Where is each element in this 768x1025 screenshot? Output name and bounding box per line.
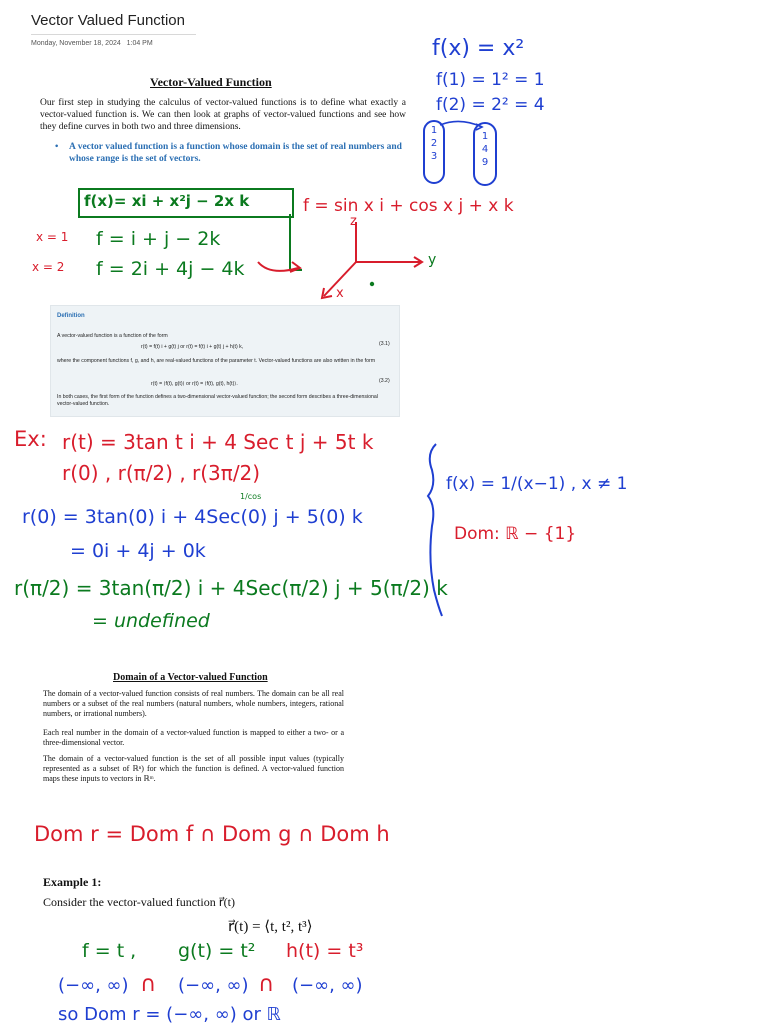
hw-ex-points: r(0) , r(π/2) , r(3π/2) [62, 461, 261, 485]
domain-paragraph-2: Each real number in the domain of a vector-valued function is mapped to either a two- or a three-dimensional vector. [43, 728, 344, 747]
definition-line3: In both cases, the first form of the function defines a two-dimensional vector-valued function; the second form describes a three-dimensional vector-valued function. [57, 394, 378, 407]
time-text: 1:04 PM [126, 40, 153, 47]
definition-eq1: r(t) = f(t) i + g(t) j or r(t) = f(t) i + g(t) j + h(t) k, [141, 344, 244, 350]
hw-side-domain: Dom: ℝ − {1} [454, 524, 577, 544]
section-heading-vector-valued: Vector-Valued Function [150, 75, 272, 89]
map-in-2: 2 [430, 138, 438, 149]
axis-z-label: z [350, 214, 357, 229]
map-out-4: 4 [481, 144, 489, 155]
intro-paragraph: Our first step in studying the calculus of vector-valued functions is to define what exactly a vector-valued function is. We can then look at graphs of vector-valued functions and see how they define curves in both two and three dimensions. [40, 98, 406, 132]
hw-rpi-line1: r(π/2) = 3tan(π/2) i + 4Sec(π/2) j + 5(π/2) k [14, 576, 448, 600]
page-title: Vector Valued Function [31, 12, 185, 29]
hw-ex-label: Ex: [14, 427, 47, 451]
hw-component-h: h(t) = t³ [286, 940, 364, 962]
hw-interval-g: (−∞, ∞) [178, 975, 249, 996]
hw-rpi-line2: = undefined [92, 610, 210, 632]
hw-x1-eq: f = i + j − 2k [96, 228, 221, 250]
hw-boxed-function: f(x)= xi + x²j − 2x k [84, 192, 250, 210]
hw-side-function: f(x) = 1/(x−1) , x ≠ 1 [446, 474, 628, 494]
hw-component-f: f = t , [82, 940, 137, 962]
hw-f1: f(1) = 1² = 1 [436, 70, 545, 90]
hw-alt-function: f = sin x i + cos x j + x k [303, 196, 514, 216]
hw-intersect-1: ∩ [140, 972, 157, 997]
hw-f2: f(2) = 2² = 4 [436, 95, 545, 115]
definition-eq2-number: (3.2) [379, 378, 390, 384]
hw-domain-conclusion: so Dom r = (−∞, ∞) or ℝ [58, 1004, 281, 1025]
hw-r0-line1: r(0) = 3tan(0) i + 4Sec(0) j + 5(0) k [22, 506, 363, 528]
hw-interval-h: (−∞, ∞) [292, 975, 363, 996]
bullet-text: A vector valued function is a function whose domain is the set of real numbers and whose range is the set of vectors. [69, 142, 402, 164]
domain-paragraph-3: The domain of a vector-valued function is the set of all possible input values (typically represented as a subset of ℝⁿ) for which the function is defined. A vector-valued function maps these inputs to vectors in ℝᵐ. [43, 754, 344, 783]
example1-text: Consider the vector-valued function r⃗(t) [43, 895, 235, 909]
definition-eq1-number: (3.1) [379, 341, 390, 347]
hw-ex-definition: r(t) = 3tan t i + 4 Sec t j + 5t k [62, 430, 374, 454]
map-in-1: 1 [430, 125, 438, 136]
hw-cos-note: 1/cos [240, 492, 262, 501]
date-text: Monday, November 18, 2024 [31, 40, 121, 47]
map-out-1: 1 [481, 131, 489, 142]
hw-interval-f: (−∞, ∞) [58, 975, 129, 996]
hw-r0-line2: = 0i + 4j + 0k [70, 540, 206, 562]
hw-x2-eq: f = 2i + 4j − 4k [96, 258, 245, 280]
hw-intersect-2: ∩ [258, 972, 275, 997]
definition-line2: where the component functions f, g, and h, are real-valued functions of the parameter t. Vector-valued functions are also written in the form [57, 358, 376, 364]
map-out-9: 9 [481, 157, 489, 168]
section-heading-domain: Domain of a Vector-valued Function [113, 672, 268, 683]
bullet-dot: • [55, 142, 59, 152]
hw-component-g: g(t) = t² [178, 940, 256, 962]
definition-title: Definition [57, 313, 85, 319]
definition-panel [50, 305, 400, 417]
map-in-3: 3 [430, 151, 438, 162]
hw-fx: f(x) = x² [432, 36, 525, 61]
hw-x2-label: x = 2 [32, 260, 65, 274]
axis-x-label: x [336, 286, 344, 301]
definition-eq2: r(t) = ⟨f(t), g(t)⟩ or r(t) = ⟨f(t), g(t), h(t)⟩. [151, 381, 238, 387]
definition-line1: A vector-valued function is a function of the form [57, 333, 168, 339]
example1-heading: Example 1: [43, 875, 102, 889]
annotation-overlay [0, 0, 768, 320]
example1-equation: r⃗(t) = ⟨t, t², t³⟩ [228, 919, 313, 935]
axis-y-label: y [428, 252, 437, 268]
hw-domain-rule: Dom r = Dom f ∩ Dom g ∩ Dom h [34, 822, 390, 846]
hw-x1-label: x = 1 [36, 230, 69, 244]
domain-paragraph-1: The domain of a vector-valued function consists of real numbers. The domain can be all real numbers or a subset of the real numbers (natural numbers, whole numbers, integers, rational numbers, or irrational numbers). [43, 689, 344, 718]
